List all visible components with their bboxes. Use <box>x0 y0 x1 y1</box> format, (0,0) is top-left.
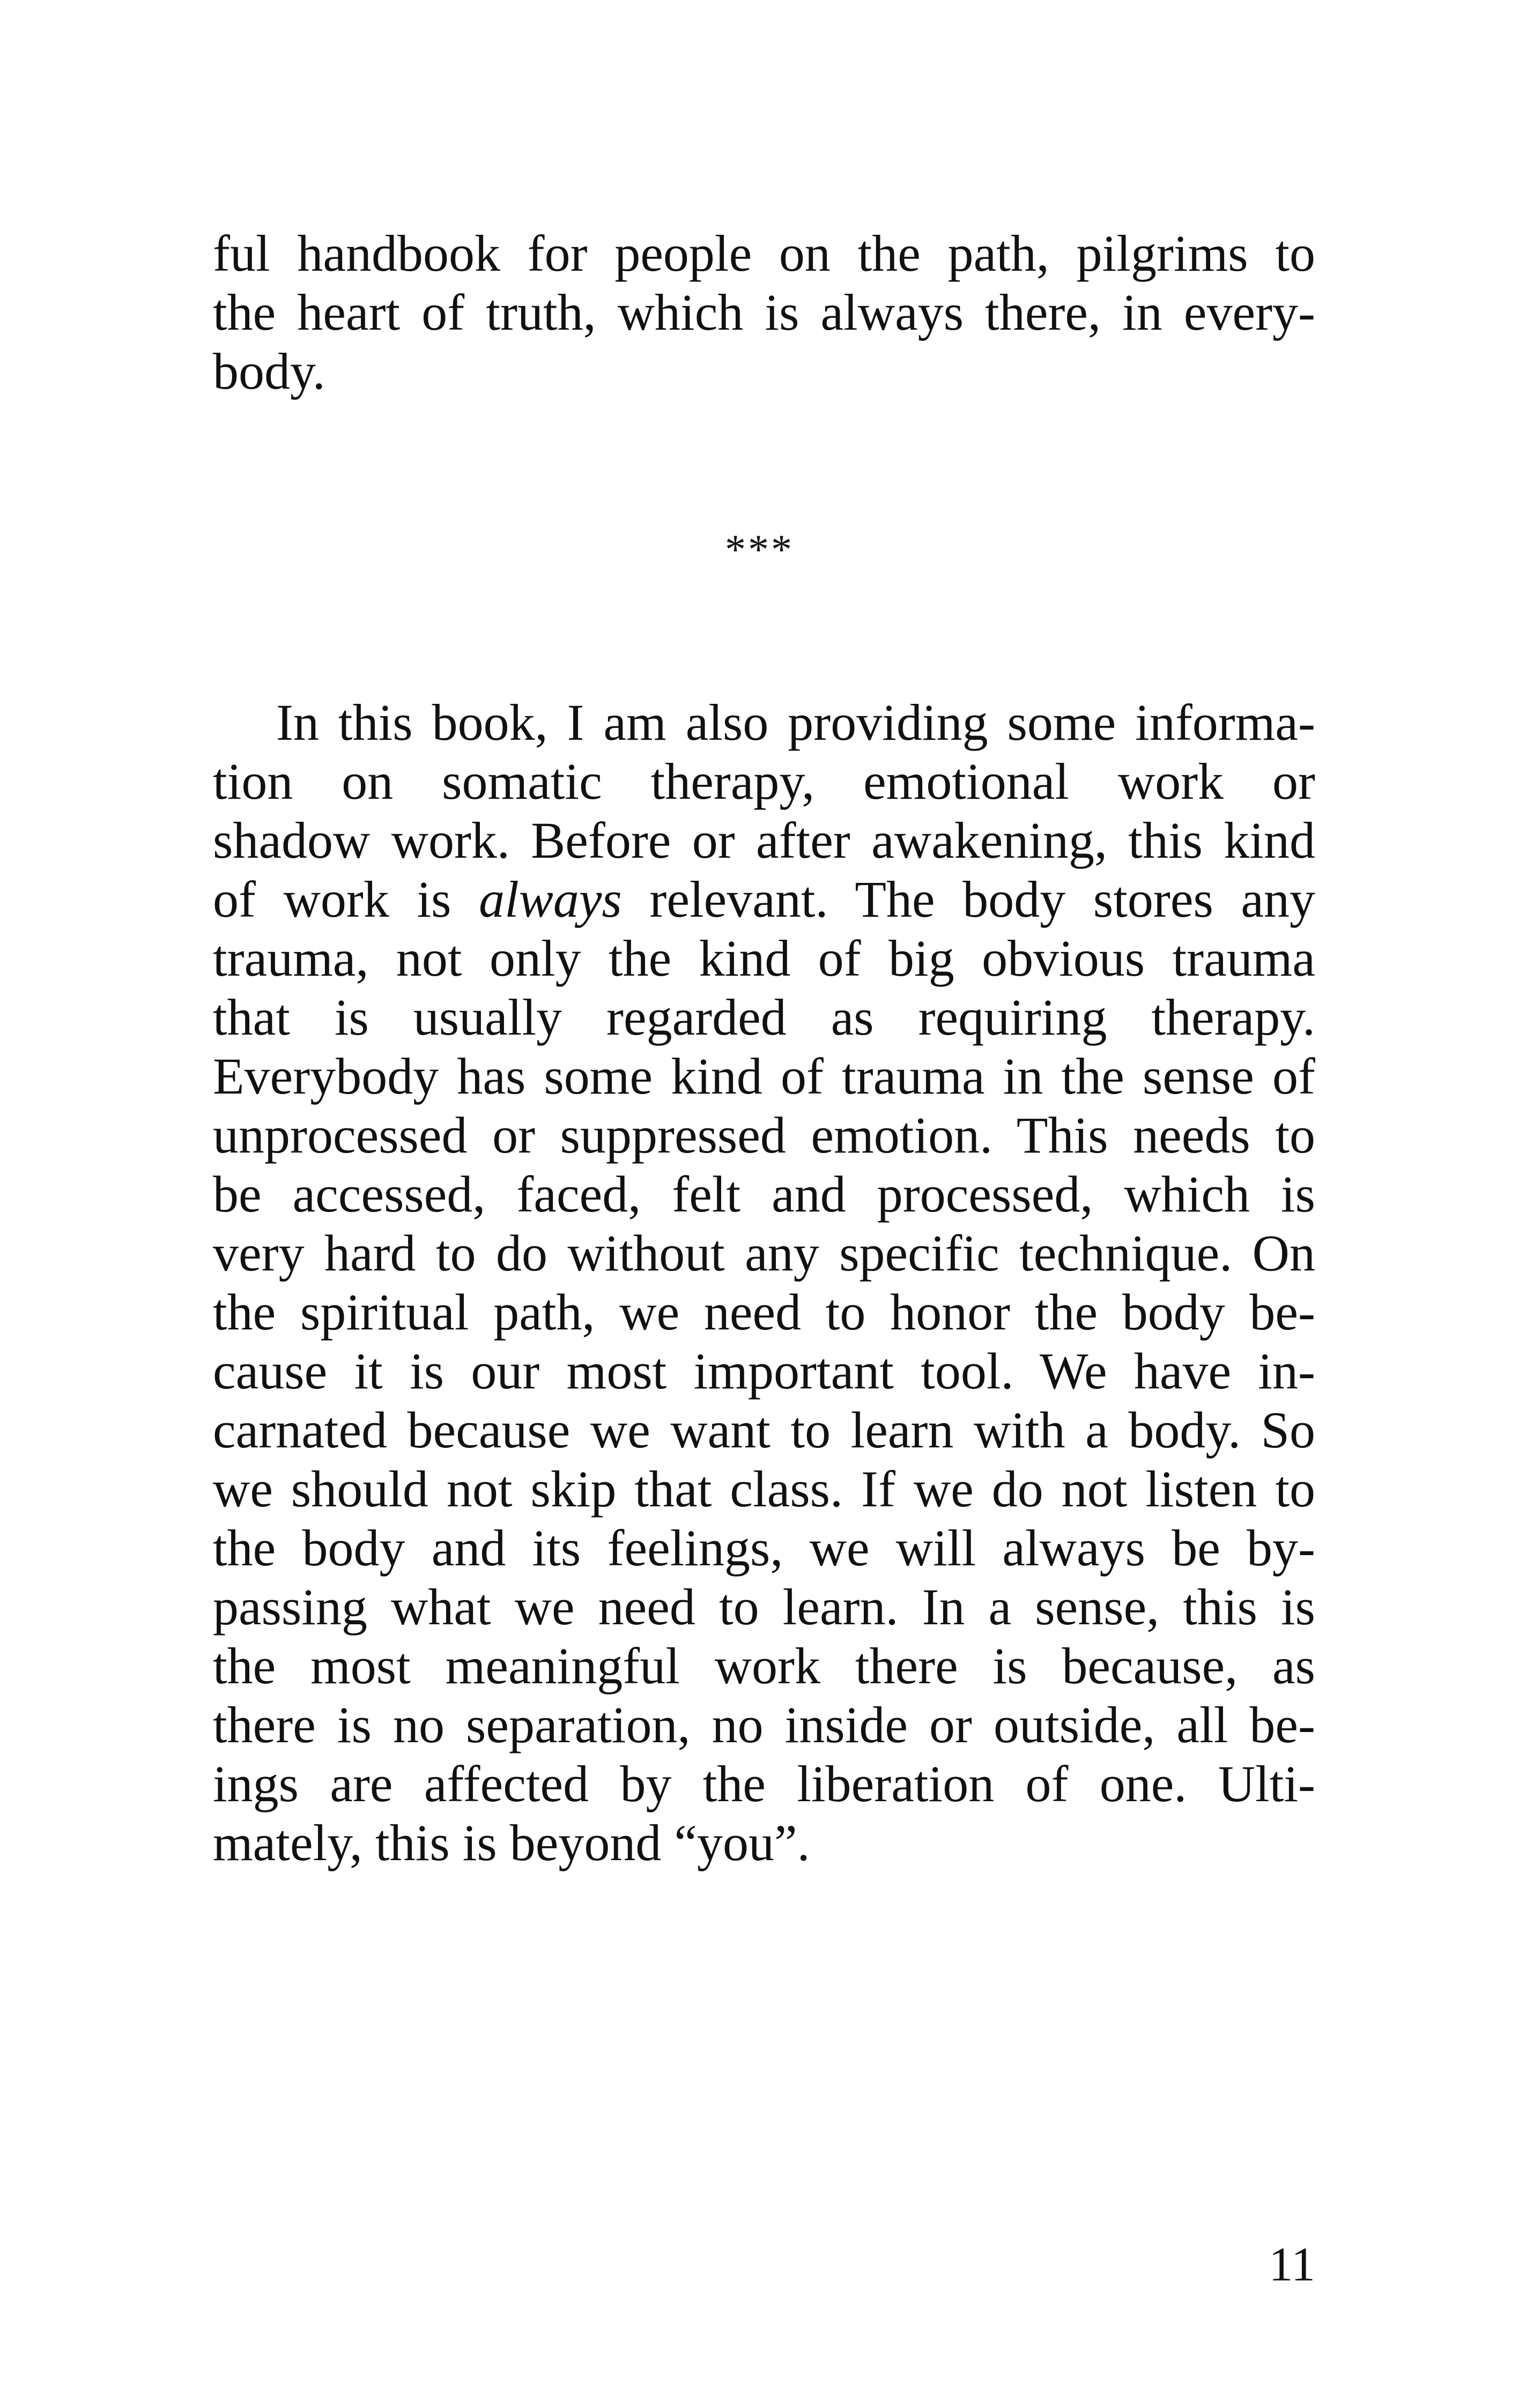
text-line: body. <box>213 343 325 400</box>
text-line: the spiritual path, we need to honor the body be- <box>213 1283 1315 1341</box>
text-line: Everybody has some kind of trauma in the sense of <box>213 1047 1315 1105</box>
text-run: of work is <box>213 871 479 928</box>
text-line: very hard to do without any specific technique. On <box>213 1224 1315 1282</box>
text-line: carnated because we want to learn with a body. So <box>213 1401 1315 1459</box>
text-line: there is no separation, no inside or outside, all be- <box>213 1696 1315 1753</box>
text-line: ings are affected by the liberation of one. Ulti- <box>213 1755 1315 1812</box>
text-line: mately, this is beyond “you”. <box>213 1814 810 1871</box>
text-line: that is usually regarded as requiring therapy. <box>213 989 1315 1046</box>
text-line <box>213 870 1315 929</box>
text-line: the heart of truth, which is always there, in every- <box>213 284 1315 341</box>
text-line: cause it is our most important tool. We have in- <box>213 1342 1315 1400</box>
emphasis-text: always <box>479 871 622 928</box>
text-line: we should not skip that class. If we do not listen to <box>213 1460 1315 1518</box>
section-separator: *** <box>725 526 794 573</box>
text-line: the most meaningful work there is because, as <box>213 1637 1315 1694</box>
text-line: In this book, I am also providing some informa- <box>276 694 1315 751</box>
text-line: be accessed, faced, felt and processed, which is <box>213 1165 1315 1223</box>
text-line: shadow work. Before or after awakening, this kind <box>213 812 1315 869</box>
text-line: the body and its feelings, we will always be by- <box>213 1519 1315 1577</box>
text-line: ful handbook for people on the path, pilgrims to <box>213 225 1315 282</box>
text-line: passing what we need to learn. In a sense, this is <box>213 1578 1315 1636</box>
text-run: relevant. The body stores any <box>621 871 1316 928</box>
page-number: 11 <box>1269 2238 1315 2291</box>
text-line: tion on somatic therapy, emotional work or <box>213 753 1315 810</box>
text-line: trauma, not only the kind of big obvious trauma <box>213 930 1315 987</box>
text-line: unprocessed or suppressed emotion. This needs to <box>213 1106 1315 1164</box>
